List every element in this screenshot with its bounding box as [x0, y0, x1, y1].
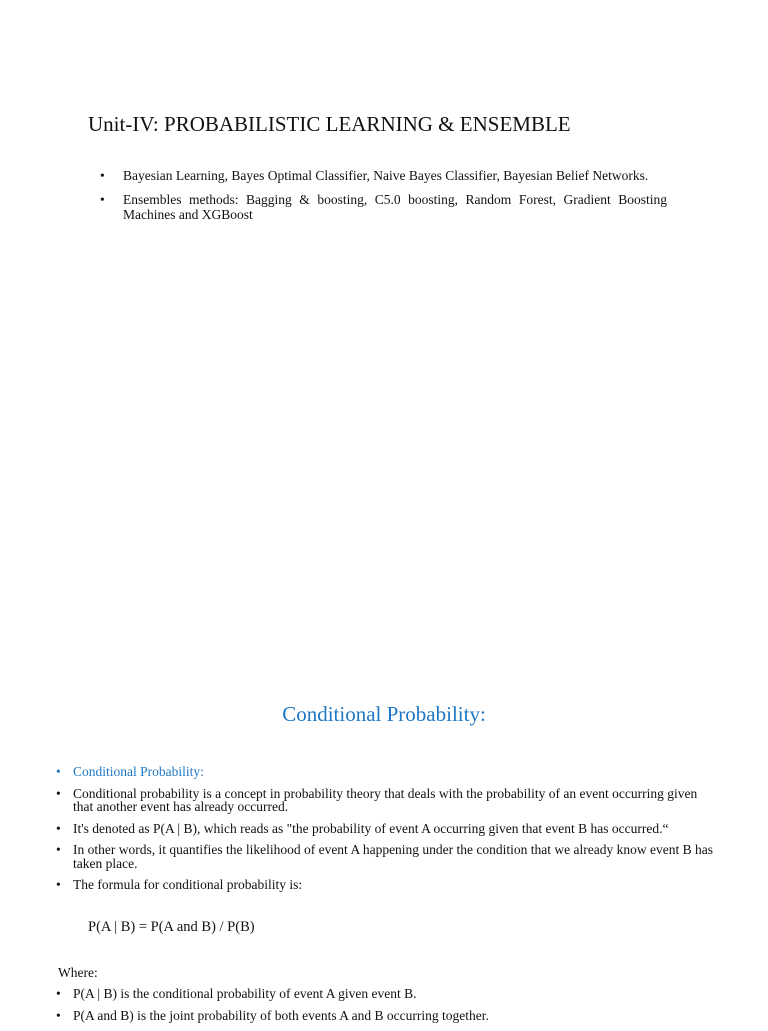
bullet-icon: • — [100, 191, 105, 207]
bullet-icon: • — [56, 1008, 61, 1023]
list-item — [56, 765, 716, 779]
list-item-text: Conditional Probability: — [73, 764, 204, 779]
bullet-icon: • — [56, 785, 61, 801]
list-item-text: Bayesian Learning, Bayes Optimal Classifier, Naive Bayes Classifier, Bayesian Belief Networks. — [123, 168, 649, 183]
list-item — [56, 843, 716, 870]
definition-list — [56, 765, 716, 900]
where-label: Where: — [58, 965, 98, 980]
list-item — [100, 168, 667, 184]
list-item-text: The formula for conditional probability is: — [73, 877, 303, 892]
where-list — [56, 987, 716, 1031]
formula: P(A | B) = P(A and B) / P(B) — [88, 919, 255, 935]
list-item — [56, 822, 716, 836]
list-item — [56, 787, 716, 814]
bullet-icon: • — [56, 820, 61, 836]
bullet-icon: • — [56, 764, 61, 779]
list-item-text: P(A and B) is the joint probability of both events A and B occurring together. — [73, 1008, 489, 1023]
list-item-text: Ensembles methods: Bagging & boosting, C5.0 boosting, Random Forest, Gradient Boosting Machines and XGBoost — [123, 191, 667, 222]
slide-title: Unit-IV: PROBABILISTIC LEARNING & ENSEMBLE — [88, 112, 571, 136]
list-item — [100, 192, 667, 223]
list-item — [56, 1009, 716, 1023]
list-item-text: In other words, it quantifies the likelihood of event A happening under the condition that we already know event B has taken place. — [73, 842, 713, 871]
slide-conditional-probability — [0, 560, 768, 1024]
topic-list — [100, 168, 667, 231]
list-item-text: P(A | B) is the conditional probability of event A given event B. — [73, 986, 417, 1001]
bullet-icon: • — [56, 986, 61, 1001]
list-item-text: It's denoted as P(A | B), which reads as "the probability of event A occurring given that event B has occurred.“ — [73, 820, 669, 836]
list-item — [56, 987, 716, 1001]
bullet-icon: • — [56, 877, 61, 892]
bullet-icon: • — [100, 168, 105, 183]
slide-title: Conditional Probability: — [282, 702, 486, 726]
bullet-icon: • — [56, 842, 61, 857]
list-item — [56, 878, 716, 892]
list-item-text: Conditional probability is a concept in probability theory that deals with the probability of an event occurring given that another event has already occurred. — [73, 785, 698, 814]
